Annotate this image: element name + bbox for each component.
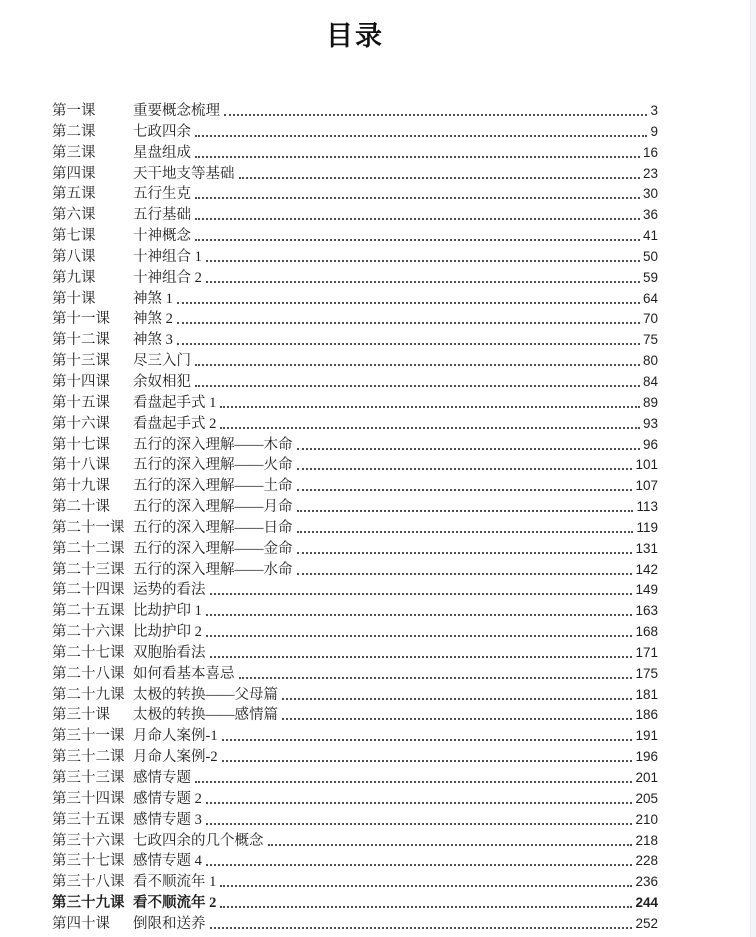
toc-entry-title: 天干地支等基础	[133, 165, 235, 182]
toc-page-number: 205	[635, 790, 658, 806]
toc-page-number: 50	[642, 248, 658, 264]
toc-dot-leader	[220, 893, 632, 908]
toc-page-number: 149	[635, 582, 658, 598]
toc-lesson-label: 第三十一课	[52, 728, 125, 745]
toc-entry-title: 感情专题	[133, 770, 191, 786]
toc-dot-leader	[195, 143, 640, 158]
toc-entry[interactable]	[52, 747, 658, 768]
toc-dot-leader	[297, 497, 634, 512]
toc-lesson-label: 第八课	[52, 248, 96, 265]
toc-page-number: 201	[635, 770, 658, 785]
toc-lesson-label: 第二十一课	[52, 519, 125, 536]
toc-lesson-label: 第七课	[52, 228, 96, 245]
toc-dot-leader	[297, 476, 633, 491]
toc-page-number: 89	[642, 394, 658, 410]
toc-entry[interactable]	[52, 685, 658, 706]
toc-lesson-label: 第三十六课	[52, 832, 125, 849]
toc-page-number: 64	[642, 290, 658, 306]
toc-entry[interactable]	[52, 268, 658, 289]
toc-dot-leader	[206, 789, 633, 804]
toc-page-number: 163	[635, 603, 658, 619]
toc-entry-title: 五行的深入理解——火命	[133, 457, 293, 474]
toc-entry[interactable]	[52, 851, 658, 872]
toc-entry-title: 五行的深入理解——日命	[133, 519, 293, 536]
toc-lesson-label: 第二十五课	[52, 603, 125, 620]
toc-dot-leader	[220, 414, 640, 429]
toc-lesson-label: 第六课	[52, 207, 96, 224]
toc-dot-leader	[195, 205, 640, 220]
toc-entry-title: 太极的转换——父母篇	[133, 686, 278, 703]
toc-entry-title: 神煞 2	[133, 311, 173, 328]
toc-dot-leader	[297, 539, 633, 554]
toc-entry[interactable]	[52, 330, 658, 351]
toc-dot-leader	[210, 580, 633, 595]
toc-entry-title: 十神概念	[133, 228, 191, 245]
toc-page-number: 96	[642, 436, 658, 452]
toc-dot-leader	[206, 268, 640, 283]
toc-entry[interactable]	[52, 414, 658, 435]
toc-lesson-label: 第二十课	[52, 499, 110, 516]
toc-page-number: 41	[642, 228, 658, 244]
toc-page-number: 23	[642, 165, 658, 181]
toc-entry[interactable]	[52, 643, 658, 664]
viewer-edge-strip	[750, 0, 756, 937]
toc-page-number: 80	[642, 353, 658, 369]
toc-dot-leader	[224, 101, 647, 116]
toc-lesson-label: 第二十九课	[52, 686, 125, 703]
toc-dot-leader	[210, 643, 633, 658]
toc-entry[interactable]	[52, 455, 658, 476]
toc-lesson-label: 第十二课	[52, 332, 110, 349]
toc-dot-leader	[222, 747, 633, 762]
toc-entry[interactable]	[52, 789, 658, 810]
toc-entry[interactable]	[52, 893, 658, 914]
toc-entry-title: 太极的转换——感情篇	[133, 707, 278, 724]
toc-page-number: 168	[635, 624, 658, 640]
page-title: 目录	[326, 21, 384, 51]
toc-dot-leader	[210, 914, 633, 929]
toc-dot-leader	[239, 664, 633, 679]
toc-entry[interactable]	[52, 560, 658, 581]
toc-lesson-label: 第三十五课	[52, 811, 125, 828]
toc-page-number: 9	[650, 123, 658, 139]
toc-dot-leader	[195, 372, 640, 387]
toc-dot-leader	[297, 455, 633, 470]
toc-page-number: 210	[635, 811, 658, 827]
toc-dot-leader	[195, 768, 632, 783]
toc-entry[interactable]	[52, 810, 658, 831]
toc-dot-leader	[297, 435, 640, 450]
toc-entry[interactable]	[52, 831, 658, 852]
toc-entry[interactable]	[52, 726, 658, 747]
toc-lesson-label: 第三课	[52, 144, 96, 161]
toc-dot-leader	[206, 622, 633, 637]
toc-page-number: 196	[635, 749, 658, 765]
toc-lesson-label: 第三十课	[52, 707, 110, 724]
toc-entry[interactable]	[52, 101, 658, 122]
toc-entry-title: 五行的深入理解——土命	[133, 478, 293, 495]
toc-entry-title: 七政四余	[133, 123, 191, 140]
toc-page-number: 131	[635, 540, 658, 556]
toc-lesson-label: 第一课	[52, 103, 96, 119]
toc-entry-title: 比劫护印 1	[133, 603, 202, 620]
toc-page-number: 16	[642, 144, 658, 160]
toc-lesson-label: 第三十七课	[52, 853, 125, 870]
toc-dot-leader	[297, 560, 633, 575]
toc-list	[52, 101, 658, 935]
toc-page-number: 244	[635, 895, 658, 911]
toc-entry[interactable]	[52, 247, 658, 268]
toc-entry-title: 月命人案例-2	[133, 749, 218, 766]
toc-entry-title: 重要概念梳理	[133, 103, 220, 119]
toc-entry-title: 双胞胎看法	[133, 644, 206, 661]
toc-dot-leader	[222, 726, 633, 741]
toc-lesson-label: 第十八课	[52, 457, 110, 474]
toc-entry[interactable]	[52, 143, 658, 164]
toc-entry-title: 如何看基本喜忌	[133, 665, 235, 682]
toc-entry[interactable]	[52, 518, 658, 539]
toc-entry-title: 神煞 1	[133, 290, 173, 307]
toc-entry[interactable]	[52, 872, 658, 893]
toc-lesson-label: 第五课	[52, 186, 96, 203]
toc-dot-leader	[220, 872, 632, 887]
toc-page-number: 119	[636, 519, 658, 535]
toc-entry[interactable]	[52, 184, 658, 205]
toc-page-number: 175	[635, 665, 658, 681]
toc-page-number: 36	[642, 207, 658, 223]
toc-page-number: 142	[635, 561, 658, 577]
toc-entry[interactable]	[52, 476, 658, 497]
toc-dot-leader	[177, 330, 640, 345]
toc-entry[interactable]	[52, 705, 658, 726]
toc-entry-title: 神煞 3	[133, 332, 173, 349]
toc-page-number: 107	[635, 478, 658, 494]
toc-entry[interactable]	[52, 497, 658, 518]
toc-lesson-label: 第三十二课	[52, 749, 125, 766]
toc-entry-title: 十神组合 1	[133, 248, 202, 265]
toc-dot-leader	[206, 247, 640, 262]
toc-page-number: 84	[642, 373, 658, 389]
toc-lesson-label: 第二十六课	[52, 624, 125, 641]
toc-dot-leader	[206, 851, 633, 866]
toc-entry-title: 感情专题 3	[133, 811, 202, 828]
toc-dot-leader	[282, 685, 632, 700]
toc-entry-title: 月命人案例-1	[133, 728, 218, 745]
toc-entry[interactable]	[52, 393, 658, 414]
toc-lesson-label: 第十一课	[52, 311, 110, 328]
toc-page-number: 236	[635, 874, 658, 890]
toc-entry[interactable]	[52, 539, 658, 560]
toc-page-number: 3	[650, 103, 658, 118]
toc-entry-title: 倒限和送养	[133, 915, 206, 932]
toc-lesson-label: 第十七课	[52, 436, 110, 453]
toc-dot-leader	[239, 164, 640, 179]
toc-page-number: 113	[636, 499, 658, 515]
toc-lesson-label: 第二十四课	[52, 582, 125, 599]
toc-lesson-label: 第四课	[52, 165, 96, 182]
toc-page-number: 30	[642, 186, 658, 202]
toc-dot-leader	[268, 831, 633, 846]
toc-entry-title: 尽三入门	[133, 353, 191, 370]
toc-lesson-label: 第三十三课	[52, 770, 125, 786]
toc-dot-leader	[206, 601, 633, 616]
toc-entry-title: 十神组合 2	[133, 269, 202, 286]
toc-entry[interactable]	[52, 601, 658, 622]
toc-dot-leader	[195, 122, 647, 137]
toc-entry-title: 看盘起手式 2	[133, 415, 217, 432]
toc-entry[interactable]	[52, 164, 658, 185]
toc-page-number: 191	[635, 728, 658, 744]
toc-dot-leader	[297, 518, 634, 533]
toc-entry[interactable]	[52, 289, 658, 310]
toc-lesson-label: 第十课	[52, 290, 96, 307]
toc-dot-leader	[282, 705, 632, 720]
toc-entry[interactable]	[52, 664, 658, 685]
toc-page-number: 181	[635, 686, 658, 702]
toc-dot-leader	[220, 393, 640, 408]
toc-lesson-label: 第九课	[52, 269, 96, 286]
toc-lesson-label: 第二十八课	[52, 665, 125, 682]
toc-entry[interactable]	[52, 205, 658, 226]
toc-lesson-label: 第二十三课	[52, 561, 125, 578]
toc-entry-title: 感情专题 4	[133, 853, 202, 870]
toc-entry-title: 七政四余的几个概念	[133, 832, 264, 849]
toc-lesson-label: 第二十七课	[52, 644, 125, 661]
toc-page-number: 186	[635, 707, 658, 723]
toc-entry-title: 看不顺流年 1	[133, 874, 217, 891]
toc-entry[interactable]	[52, 351, 658, 372]
toc-lesson-label: 第十五课	[52, 394, 110, 411]
toc-lesson-label: 第二十二课	[52, 540, 125, 557]
toc-lesson-label: 第四十课	[52, 915, 110, 932]
toc-page-number: 93	[642, 415, 658, 431]
toc-page-number: 218	[635, 832, 658, 848]
toc-entry[interactable]	[52, 622, 658, 643]
toc-dot-leader	[195, 184, 640, 199]
toc-entry-title: 感情专题 2	[133, 790, 202, 807]
toc-lesson-label: 第十三课	[52, 353, 110, 370]
toc-page-number: 70	[642, 311, 658, 327]
toc-page-number: 59	[642, 269, 658, 285]
toc-dot-leader	[177, 309, 640, 324]
toc-entry-title: 五行的深入理解——水命	[133, 561, 293, 578]
toc-entry[interactable]	[52, 372, 658, 393]
toc-entry[interactable]	[52, 226, 658, 247]
toc-lesson-label: 第三十四课	[52, 790, 125, 807]
toc-lesson-label: 第三十九课	[52, 895, 125, 912]
toc-dot-leader	[195, 226, 640, 241]
toc-page-number: 171	[635, 644, 658, 660]
toc-page-number: 75	[642, 332, 658, 348]
toc-dot-leader	[195, 351, 640, 366]
toc-entry-title: 五行基础	[133, 207, 191, 224]
toc-page-number: 252	[635, 915, 658, 931]
toc-entry-title: 五行生克	[133, 186, 191, 203]
toc-entry[interactable]	[52, 122, 658, 143]
toc-entry-title: 比劫护印 2	[133, 624, 202, 641]
toc-lesson-label: 第三十八课	[52, 874, 125, 891]
toc-entry-title: 五行的深入理解——月命	[133, 499, 293, 516]
toc-lesson-label: 第十九课	[52, 478, 110, 495]
toc-dot-leader	[177, 289, 640, 304]
toc-entry[interactable]	[52, 580, 658, 601]
toc-entry[interactable]	[52, 435, 658, 456]
toc-entry-title: 运势的看法	[133, 582, 206, 599]
toc-page-number: 228	[635, 853, 658, 869]
toc-entry[interactable]	[52, 768, 658, 789]
toc-entry-title: 五行的深入理解——木命	[133, 436, 293, 453]
toc-lesson-label: 第二课	[52, 123, 96, 140]
toc-entry-title: 星盘组成	[133, 144, 191, 161]
toc-page-number: 101	[635, 457, 658, 473]
toc-lesson-label: 第十四课	[52, 373, 110, 390]
toc-dot-leader	[206, 810, 633, 825]
toc-entry-title: 余奴相犯	[133, 373, 191, 390]
toc-entry-title: 看不顺流年 2	[133, 895, 217, 912]
toc-entry-title: 五行的深入理解——金命	[133, 540, 293, 557]
toc-lesson-label: 第十六课	[52, 415, 110, 432]
toc-entry-title: 看盘起手式 1	[133, 394, 217, 411]
toc-entry[interactable]	[52, 914, 658, 935]
toc-entry[interactable]	[52, 309, 658, 330]
